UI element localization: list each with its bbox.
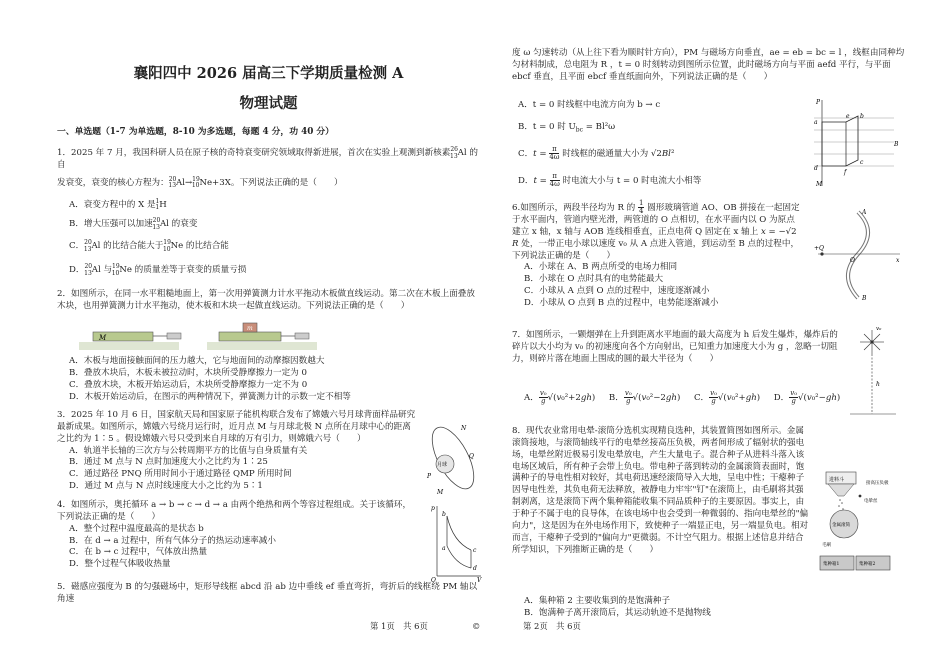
question-2 [57,289,480,313]
svg-text:p: p [431,505,435,512]
question-6: 6.如图所示，两段半径均为 R 的 $\frac{1}{4}$ 圆形玻璃管道 AO、OB 拼接在一起固定于水平面内，管道内壁光滑，两管道的 O 点相切，在水平面内以 O 为原点建立 x 轴，x 轴与 AOB 连线相垂直，正点电荷 Q 固定在 x 轴上 x = −√2 R 处，一带正电小球以速度 v₀ 从 A 点进入管道，到运动至 B 点的过程中，下列说法正确的是（ ） A．小球在 A、B 两点所受的电场力相同 B．小球在 O 点时具有的电势能最大 C．小球从 A 点到 O 点的过程中，速度逐渐减小 D．小球从 O 点到 B 点的过程中，电势能逐渐减小 [512,200,802,310]
q4-stem: 4．如图所示，奥托循环 a → b → c → d → a 由两个绝热和两个等容过程组成。关于该循环，下列说法正确的是（ ） [57,500,412,522]
q2-figure [79,318,319,352]
q8-option-a: A．集种箱 2 主要收集到的是饱满种子 [524,596,671,606]
svg-text:m: m [247,325,253,332]
q5-figure [794,96,904,188]
q6-option-c: C．小球从 A 点到 O 点的过程中，速度逐渐减小 [524,286,710,297]
question-5-continued [512,48,905,84]
q7-option-a: A． [524,393,539,403]
q5-option-a: A．t = 0 时线框中电流方向为 b → c [518,100,661,110]
q8-stem: 8．现代农业常用电晕-滚筒分选机实现精良选种，其装置简图如图所示。金属滚筒接地，与滚筒轴线平行的电晕丝接高压负极，两者间形成了辐射状的强电场，电晕丝附近极易引发电晕放电，产生大量电子。混合种子从进料斗落入该电场区域后，所有种子会带上负电。带电种子落到转动的金属滚筒表面时，饱满种子的导电性相对较好，其电荷迅速经滚筒导入大地，呈电中性；干瘪种子因导电性差，其负电荷无法释放，被静电力牢牢"钉"在滚筒上，由毛刷将其强制剥离，这是滚筒下两个集种箱能收集不同品质种子的主要原因。事实上，由于种子不属于电的良导体，在该电场中也会受到一种微弱的、指向电晕丝的"偏向力"，这是因为在外电场作用下，致使种子一端显正电，另一端显负电。相对而言，干瘪种子受到的"偏向力"更微弱。不计空气阻力。根据上述信息并结合所学知识，下列推断正确的是（ ） [512,426,809,555]
svg-text:集种箱2: 集种箱2 [859,562,876,567]
question-4 [57,500,419,571]
q4-figure [429,502,483,582]
q1-option-c: C． [69,241,85,252]
q5-option-d: D． [518,175,534,186]
svg-text:B: B [862,295,867,302]
svg-text:e: e [846,113,850,120]
svg-text:N: N [461,425,467,432]
q2-option-b: B．叠放木块后，木板未被拉动时，木块所受静摩擦力一定为 0 [69,367,307,378]
q1-option-d: D． [69,265,85,276]
q7-stem: 7．如图所示，一颗烟弹在上升到距离水平地面的最大高度为 h 后发生爆炸，爆炸后的碎片以大小均为 v₀ 的初速度向各个方向射出，已知重力加速度大小为 g ，忽略一切阻力，则碎片落在地面上围成的圆的最大半径为（ ） [512,330,838,364]
question-5-start [57,582,480,606]
svg-text:P: P [427,473,432,480]
q3-option-c: C．通过路径 PNQ 所用时间小于通过路径 QMP 所用时间 [69,469,292,480]
q2-option-c: C．叠放木块，木板开始运动后，木块所受静摩擦力一定不为 0 [69,379,308,390]
svg-text:f: f [844,169,847,176]
svg-text:b: b [860,113,864,120]
q8-options [512,596,812,620]
q1-stem-b: Al 的自 [57,148,478,170]
q1-stem-d: 。下列说法正确的是（ ） [230,177,343,188]
svg-text:P: P [816,99,821,106]
svg-text:d: d [473,565,477,572]
svg-text:+Q: +Q [814,245,824,252]
svg-text:电晕丝: 电晕丝 [864,499,878,504]
q7-figure [842,324,902,420]
q6-option-a: A．小球在 A、B 两点所受的电场力相同 [524,262,678,273]
svg-text:M: M [99,334,107,342]
footer-page-right: 第 2页 共 6页 [523,621,581,631]
q4-option-a: A．整个过程中温度最高的是状态 b [69,523,204,534]
svg-text:M: M [437,489,444,496]
svg-text:B: B [894,141,899,148]
q4-option-d: D．整个过程气体吸收热量 [69,559,171,570]
q1-option-b: B．增大压强可以加速 [69,219,153,230]
section-heading: 一、单选题（1-7 为单选题，8-10 为多选题，每题 4 分，功 40 分） [57,127,334,137]
svg-text:a: a [814,119,818,126]
svg-text:M: M [816,181,823,188]
q8-figure [814,468,904,574]
svg-text:接高压负极: 接高压负极 [866,481,889,486]
q2-options [57,356,480,403]
svg-text:h: h [876,381,880,388]
footer-page-left: 第 1页 共 6页 [370,621,428,631]
svg-text:a: a [442,545,446,552]
svg-text:O: O [850,257,855,264]
svg-text:Q: Q [469,453,474,460]
svg-text:v₀: v₀ [876,326,882,332]
q6-option-d: D．小球从 O 点到 B 点的过程中，电势能逐渐减小 [524,298,719,309]
q7-option-c: C． [693,393,710,403]
q3-stem: 3．2025 年 10 月 6 日，国家航天局和国家原子能机构联合发布了嫦娥六号月球背面样品研究最新成果。如图所示，嫦娥六号绕月运行时，近月点 M 与月球北极 N 点所在月球中心的距离之比约为 1∶5 。假设嫦娥六号只受到来自月球的万有引力，则嫦娥六号（ ） [57,410,416,444]
question-1: 1．2025 年 7 月，我国科研人员在原子核的奇特衰变研究领域取得新进展，首次在实验上观测到新核素$^{26}_{13}$Al 的自 发衰变，衰变的核心方程为：$^{20}_{13}$Al→$^{19}_{10}$Ne+3X。下列说法正确的是（ ） A．衰变方程中的 X 是$^1_1$H B．增大压强可以加速$^{20}_{13}$Al 的衰变 C．$^{20}_{13}$Al 的比结合能大于$^{19}_{10}$Ne 的比结合能 D．$^{20}_{13}$Al 与$^{19}_{10}$Ne 的质量差等于衰变的质量亏损 [57,146,478,277]
q5-option-b: B．t = 0 时 U [518,121,576,132]
svg-text:O: O [431,577,436,582]
q7-option-d: D． [773,393,790,403]
page-subtitle: 物理试题 [239,95,298,112]
svg-text:x: x [896,257,900,264]
q6-stem: 6.如图所示，两段半径均为 R 的 [512,203,636,213]
svg-text:V: V [477,577,482,582]
svg-text:A: A [862,209,867,216]
q3-option-a: A．轨道半长轴的三次方与公转周期平方的比值与自身质量有关 [69,445,308,456]
q6-figure [812,206,904,302]
q4-option-c: C．在 b → c 过程中，气体放出热量 [69,547,208,558]
svg-text:毛刷: 毛刷 [822,543,831,548]
q7-option-b: B． [608,393,624,403]
q3-figure [425,418,481,496]
q1-stem-a: 1．2025 年 7 月，我国科研人员在原子核的奇特衰变研究领域取得新进展，首次在实验上观测到新核素 [57,148,451,158]
q1-option-a: A．衰变方程中的 X 是 [69,199,156,210]
q2-stem: 2．如图所示，在同一水平粗糙地面上，第一次用弹簧测力计水平拖动木板做直线运动。第二次在木板上面叠放木块，也用弹簧测力计水平拖动，使木板和木块一起做直线运动。下列说法正确的是（ ） [57,289,475,311]
svg-text:进料斗: 进料斗 [829,477,845,483]
q8-option-b: B．饱满种子离开滚筒后，其运动轨迹不是抛物线 [524,607,711,618]
svg-text:c: c [473,547,477,554]
question-3 [57,410,419,493]
svg-text:月球: 月球 [437,462,448,468]
svg-text:金属滚筒: 金属滚筒 [832,523,850,528]
q1-stem-c: 发衰变，衰变的核心方程为： [57,177,169,188]
q5-stem-right: 度 ω 匀速转动（从上往下看为顺时针方向），PM 与磁场方向垂直，ae = eb = bc = l ，线框由同种均匀材料制成，总电阻为 R ，t = 0 时刻转动到图所示位置，此时磁场方向与平面 aefd 平行，与平面 ebcf 垂直，且平面 ebcf 垂直纸面向外，下列说法正确的是（ ） [512,48,905,82]
q5-options: A．t = 0 时线框中电流方向为 b → c B．t = 0 时 $U_{bc} = Bl^2\omega$ C．t = $\frac{\pi}{4\omega}$ 时线框的磁通量大小为 √2Bl² D．t = $\frac{\pi}{4\omega}$ 时电流大小与 t = 0 时电流大小相等 [512,100,792,188]
q5-option-c: C． [518,148,534,159]
q1-equation: $^{20}_{13}$Al→$^{19}_{10}$Ne+3X [168,175,231,190]
q2-option-a: A．木板与地面接触面间的压力越大，它与地面间的动摩擦因数越大 [69,356,325,366]
q3-option-b: B．通过 M 点与 N 点时加速度大小之比约为 1∶25 [69,457,268,468]
question-7 [512,330,838,366]
q3-option-d: D．通过 M 点与 N 点时线速度大小之比约为 5∶1 [69,481,263,492]
footer-mark: © [472,621,481,631]
page-title: 襄阳四中 2026 届高三下学期质量检测 A [133,65,404,82]
svg-text:d: d [814,165,818,172]
svg-text:b: b [442,511,446,518]
q7-options: A． $\frac{\text{v₀}}{g}$ √(v₀²+2gh) B． $\frac{\text{v₀}}{g}$ √(v₀²−2gh) C． $\frac{\text{v₀}}{g}$ √(v₀²+gh) D． $\frac{\text{v₀}}{g}$ √(v₀²−gh) [524,389,841,405]
svg-text:集种箱1: 集种箱1 [823,562,840,567]
q4-option-b: B．在 d → a 过程中，所有气体分子的热运动速率减小 [69,535,276,546]
q2-option-d: D．木板开始运动后，在图示的两种情况下，弹簧测力计的示数一定不相等 [69,391,351,402]
q6-option-b: B．小球在 O 点时具有的电势能最大 [524,274,664,285]
svg-text:c: c [860,159,864,166]
q5-stem-left: 5．磁感应强度为 B 的匀强磁场中，矩形导线框 abcd 沿 ab 边中垂线 ef 垂直弯折，弯折后的线框绕 PM 轴以角速 [57,582,478,604]
